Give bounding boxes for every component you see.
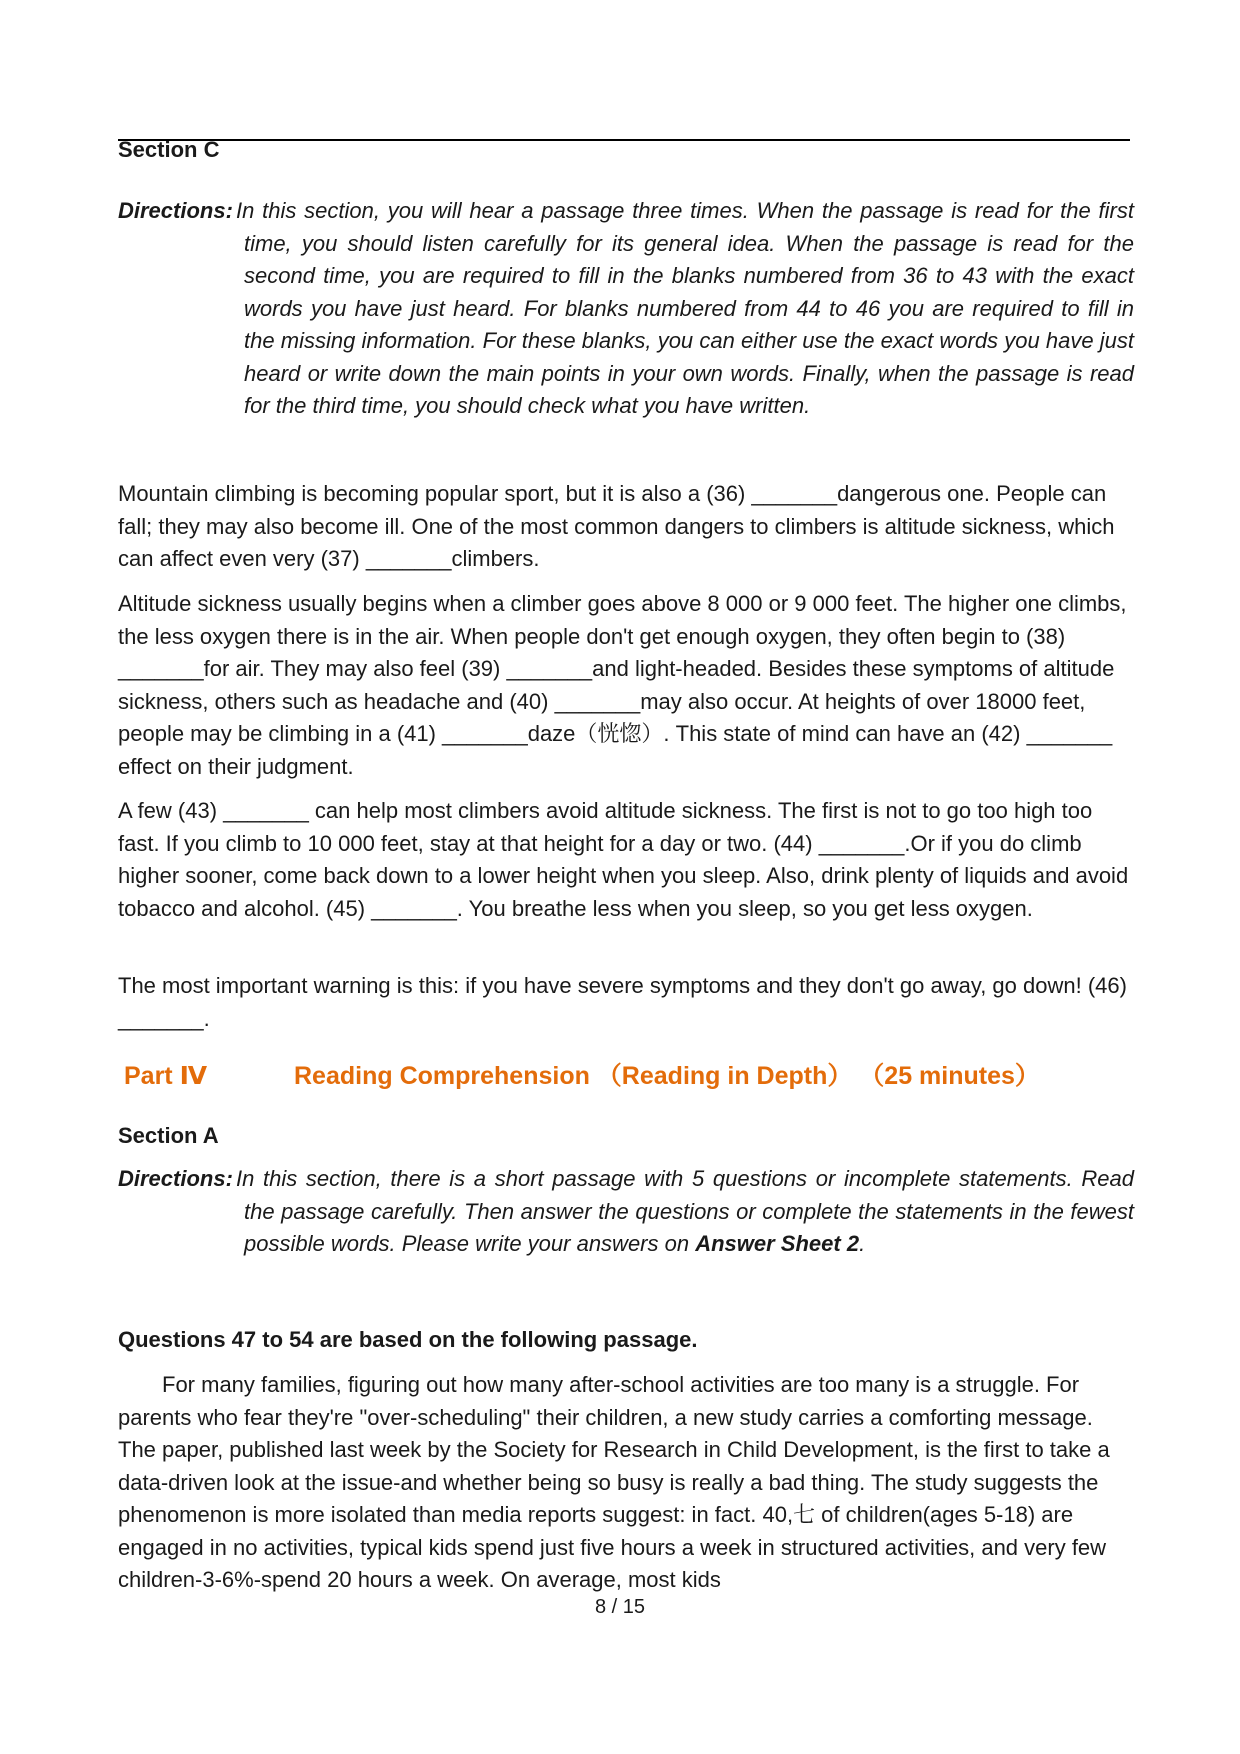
passage-a-paragraph-1: For many families, figuring out how many after-school activities are too many is a struggle. For parents who fear they're "over-scheduling" their children, a new study carries a comforting message. The paper, published last week by the Society for Research in Child Development, is the first to take a data-driven look at the issue-and whether being so busy is really a bad thing. The study suggests the phenomenon is more isolated than media reports suggest: in fact. 40,七 of children(ages 5-18) are engaged in no activities, typical kids spend just five hours a week in structured activities, and very few children-3-6%-spend 20 hours a week. On average, most kids [118,1372,1110,1592]
passage-c-paragraph-3: A few (43) _______ can help most climbers avoid altitude sickness. The first is not to go too high too fast. If you climb to 10 000 feet, stay at that height for a day or two. (44) _______.Or if you do climb higher sooner, come back down to a lower height when you sleep. Also, drink plenty of liquids and avoid tobacco and alcohol. (45) _______. You breathe less when you sleep, so you get less oxygen. [118,798,1129,921]
page-number: 8 / 15 [594,1596,646,1618]
section-c-directions [118,195,1134,423]
part-iv-title: Reading Comprehension （Reading in Depth） （25 minutes） [294,1062,1040,1090]
passage-c-paragraph-4: The most important warning is this: if you have severe symptoms and they don't go away, go down! (46) _______. [118,973,1127,1031]
passage-c-paragraph-2: Altitude sickness usually begins when a climber goes above 8 000 or 9 000 feet. The higher one climbs, the less oxygen there is in the air. When people don't get enough oxygen, they often begin to (38) _______for air. They may also feel (39) _______and light-headed. Besides these symptoms of altitude sickness, others such as headache and (40) _______may also occur. At heights of over 18000 feet, people may be climbing in a (41) _______daze（恍惚）. This state of mind can have an (42) _______ effect on their judgment. [118,591,1127,779]
directions-text [118,1163,1134,1261]
directions-label: Directions: [118,1166,233,1191]
directions-label: Directions: [118,198,233,223]
directions-text-body: In this section, there is a short passage with 5 questions or incomplete statements. Read the passage carefully. Then answer the questions or complete the statements in the fewest possible words. Please write your answers on [236,1166,1134,1256]
questions-heading: Questions 47 to 54 are based on the following passage. [118,1327,698,1352]
section-a-directions [118,1163,1134,1261]
top-horizontal-rule [118,139,1130,141]
answer-sheet-2-emphasis: Answer Sheet 2 [695,1231,860,1256]
section-c-heading: Section C [118,137,220,162]
passage-c-paragraph-1: Mountain climbing is becoming popular sport, but it is also a (36) _______dangerous one. People can fall; they may also become ill. One of the most common dangers to climbers is altitude sickness, which can affect even very (37) _______climbers. [118,481,1115,571]
directions-text-end: . [859,1231,866,1256]
section-a-heading: Section A [118,1123,219,1148]
part-iv-heading [124,1058,1124,1094]
part-iv-label: Part Ⅳ [124,1062,208,1090]
directions-text: In this section, you will hear a passage three times. When the passage is read for the first time, you should listen carefully for its general idea. When the passage is read for the second time, you are required to fill in the blanks numbered from 36 to 43 with the exact words you have just heard. For blanks numbered from 44 to 46 you are required to fill in the missing information. For these blanks, you can either use the exact words you have just heard or write down the main points in your own words. Finally, when the passage is read for the third time, you should check what you have written. [236,198,1134,418]
